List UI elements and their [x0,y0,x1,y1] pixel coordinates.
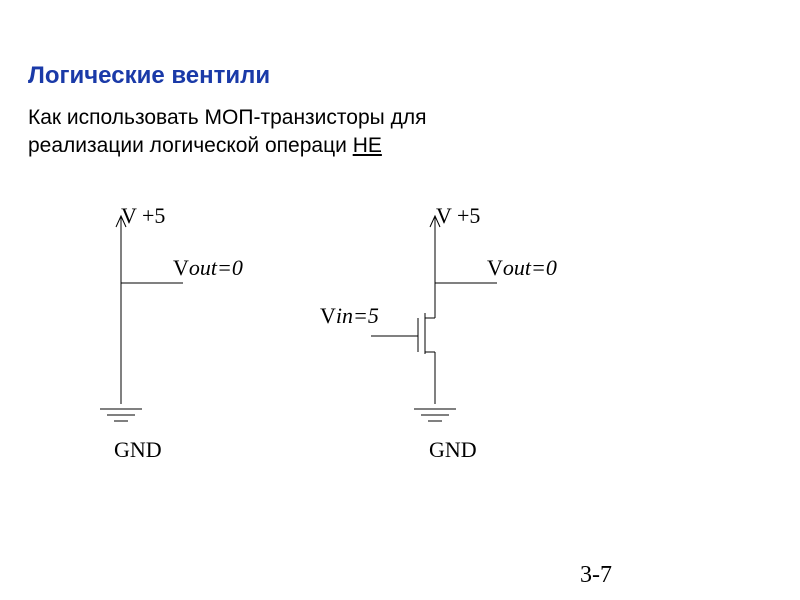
right-ground-icon [414,409,456,421]
left-supply-label: V +5 [121,203,166,228]
right-ground-label: GND [429,437,477,462]
left-ground-icon [100,409,142,421]
subtitle-line-2: реализации логической операци [28,134,353,157]
nmos-transistor-icon [371,313,435,404]
right-supply-label: V +5 [436,203,481,228]
right-input-label: Vin=5 [320,303,379,328]
left-ground-label: GND [114,437,162,462]
slide-title: Логические вентили [28,62,271,89]
subtitle-emphasis-not: НЕ [352,134,382,157]
right-circuit [371,216,497,421]
right-output-label: Vout=0 [487,255,557,280]
left-circuit [100,216,183,421]
subtitle-line-1: Как использовать МОП-транзисторы для [28,106,427,129]
left-output-label: Vout=0 [173,255,243,280]
page-number: 3-7 [580,562,612,588]
